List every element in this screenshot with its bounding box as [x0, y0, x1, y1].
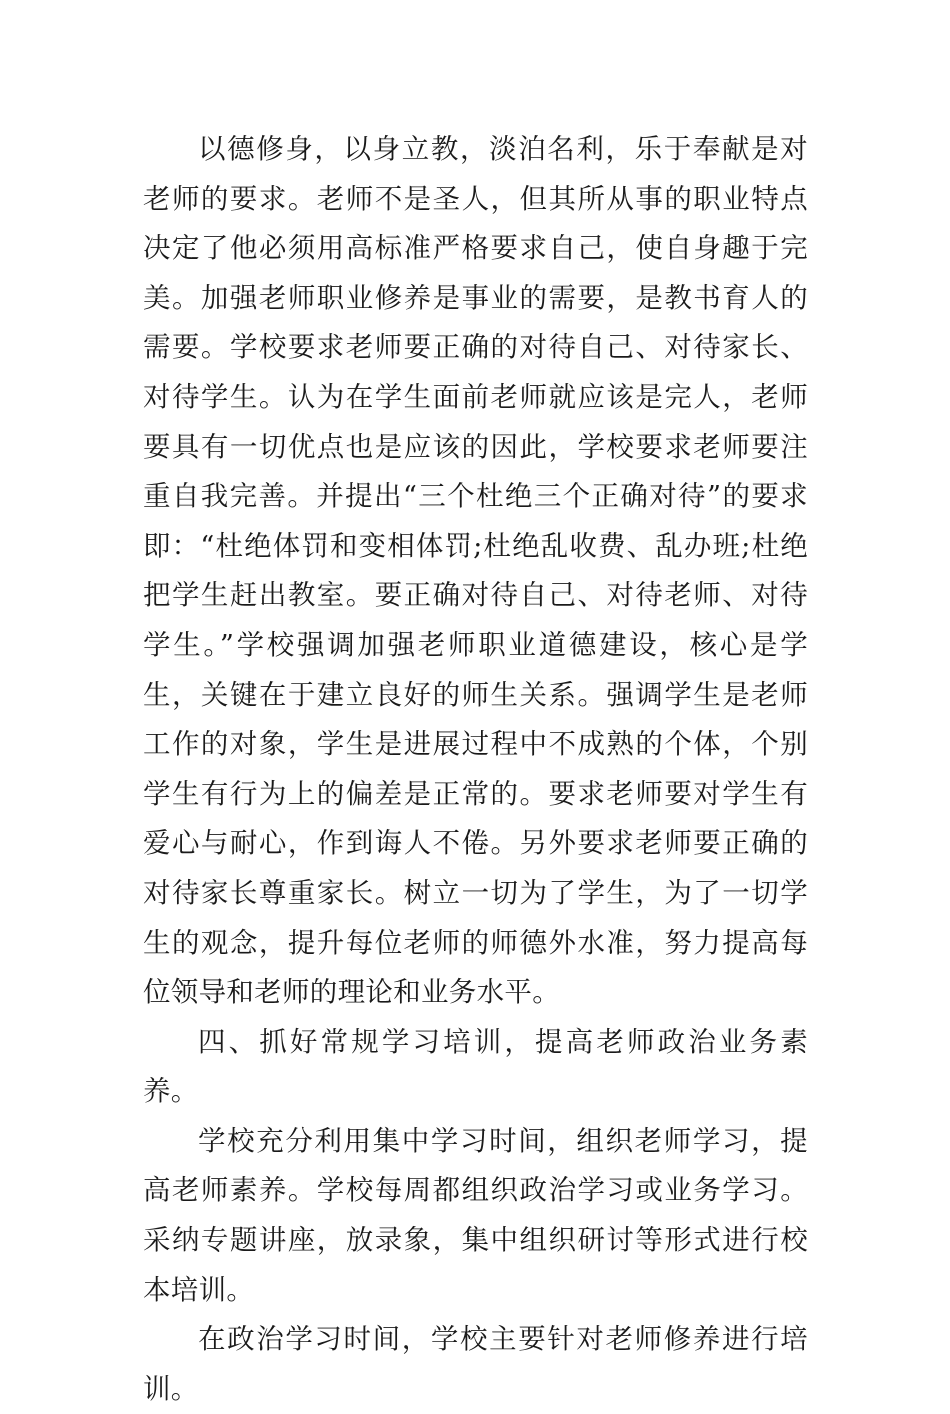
paragraph-political-study: 在政治学习时间，学校主要针对老师修养进行培训。 — [143, 1323, 808, 1405]
paragraph-teacher-ethics: 以德修身，以身立教，淡泊名利，乐于奉献是对老师的要求。老师不是圣人，但其所从事的职业特点决定了他必须用高标准严格要求自己，使自身趣于完美。加强老师职业修养是事业的需要，是教书育人的需要。学校要求老师要正确的对待自己、对待家长、对待学生。认为在学生面前老师就应该是完人，老师要具有一切优点也是应该的因此，学校要求老师要注重自我完善。并提出“三个杜绝三个正确对待”的要求即：“杜绝体罚和变相体罚;杜绝乱收费、乱办班;杜绝把学生赶出教室。要正确对待自己、对待老师、对待学生。”学校强调加强老师职业道德建设，核心是学生，关键在于建立良好的师生关系。强调学生是老师工作的对象，学生是进展过程中不成熟的个体，个别学生有行为上的偏差是正常的。要求老师要对学生有爱心与耐心，作到诲人不倦。另外要求老师要正确的对待家长尊重家长。树立一切为了学生，为了一切学生的观念，提升每位老师的师德外水准，努力提高每位领导和老师的理论和业务水平。 — [143, 133, 808, 1009]
paragraph-study-training: 学校充分利用集中学习时间，组织老师学习，提高老师素养。学校每周都组织政治学习或业务学习。采纳专题讲座，放录象，集中组织研讨等形式进行校本培训。 — [143, 1124, 808, 1306]
section-heading-four: 四、抓好常规学习培训，提高老师政治业务素养。 — [143, 1025, 808, 1108]
document-body — [143, 125, 808, 1414]
